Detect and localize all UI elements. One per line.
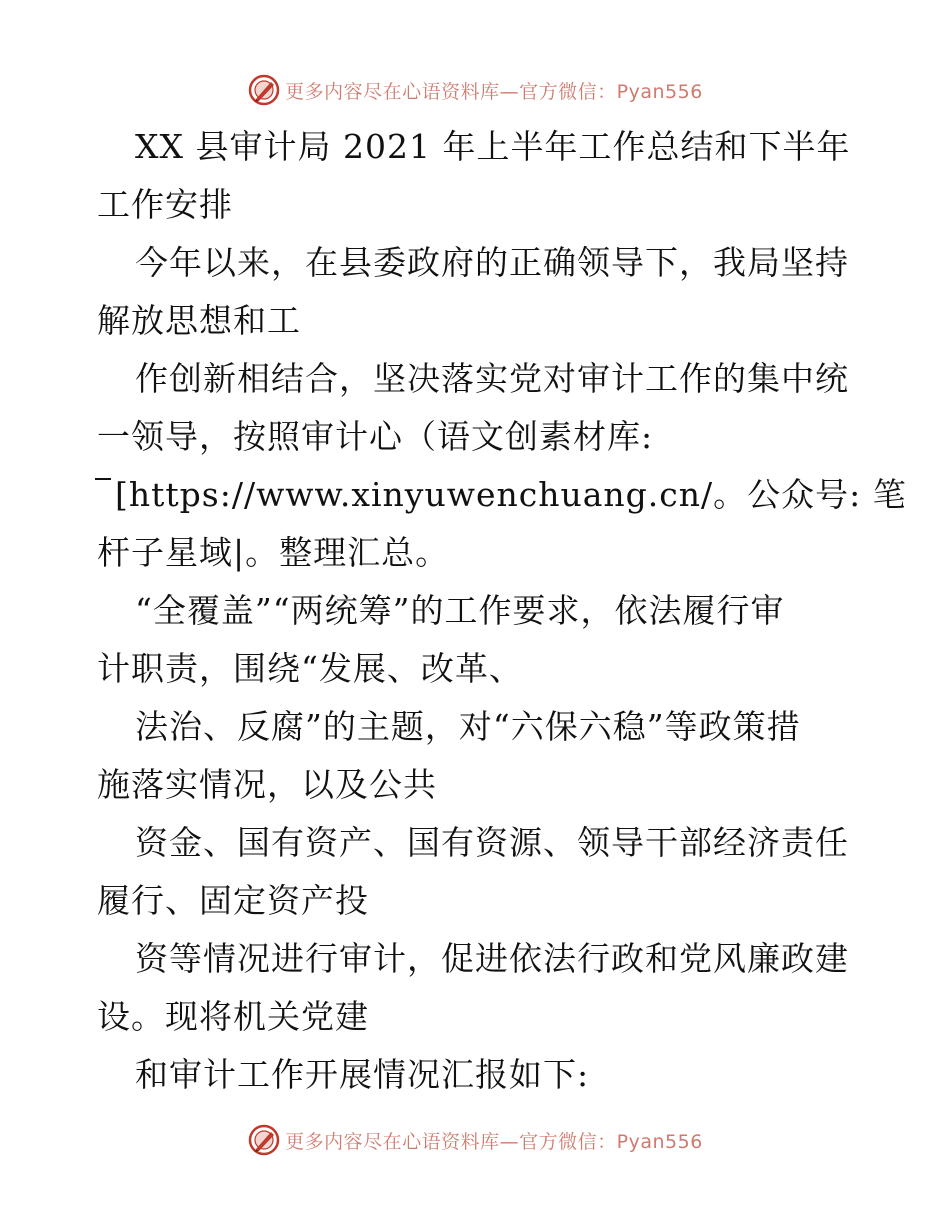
pen-seal-icon (247, 73, 281, 107)
paragraph-line: 设。现将机关党建 (97, 997, 369, 1036)
pen-seal-icon (247, 1123, 281, 1157)
footer-watermark (0, 1120, 950, 1160)
paragraph-line: 计职责，围绕“发展、改革、 (97, 649, 523, 688)
watermark-text: 更多内容尽在心语资料库—官方微信：Pyan556 (285, 1130, 703, 1153)
watermark-text: 更多内容尽在心语资料库—官方微信：Pyan556 (285, 80, 703, 103)
doc-title-line-1: XX 县审计局 2021 年上半年工作总结和下半年 (135, 127, 851, 166)
doc-title-line-2: 工作安排 (97, 185, 233, 224)
paragraph-line-url (97, 466, 907, 524)
paragraph-line: 今年以来，在县委政府的正确领导下，我局坚持 (135, 243, 849, 282)
paragraph-line: 和审计工作开展情况汇报如下: (135, 1055, 590, 1094)
header-watermark (0, 70, 950, 110)
paragraph-line: 作创新相结合，坚决落实党对审计工作的集中统 (135, 359, 849, 398)
paragraph-line: 杆子星域|。整理汇总。 (97, 533, 450, 572)
paragraph-line: 履行、固定资产投 (97, 881, 369, 920)
document-body (97, 118, 907, 1104)
paragraph-line: 法治、反腐”的主题，对“六保六稳”等政策措 (135, 707, 801, 746)
paragraph-line: 施落实情况，以及公共 (97, 765, 437, 804)
paragraph-line: 资金、国有资产、国有资源、领导干部经济责任 (135, 823, 849, 862)
paragraph-line: “全覆盖”“两统筹”的工作要求，依法履行审 (135, 591, 785, 630)
paragraph-line: 资等情况进行审计，促进依法行政和党风廉政建 (135, 939, 849, 978)
paragraph-line: 解放思想和工 (97, 301, 301, 340)
overline-mark (95, 478, 111, 480)
paragraph-line: 一领导，按照审计心（语文创素材库: (97, 417, 654, 456)
url-text: [https://www.xinyuwenchuang.cn/。公众号: 笔 (115, 475, 907, 514)
